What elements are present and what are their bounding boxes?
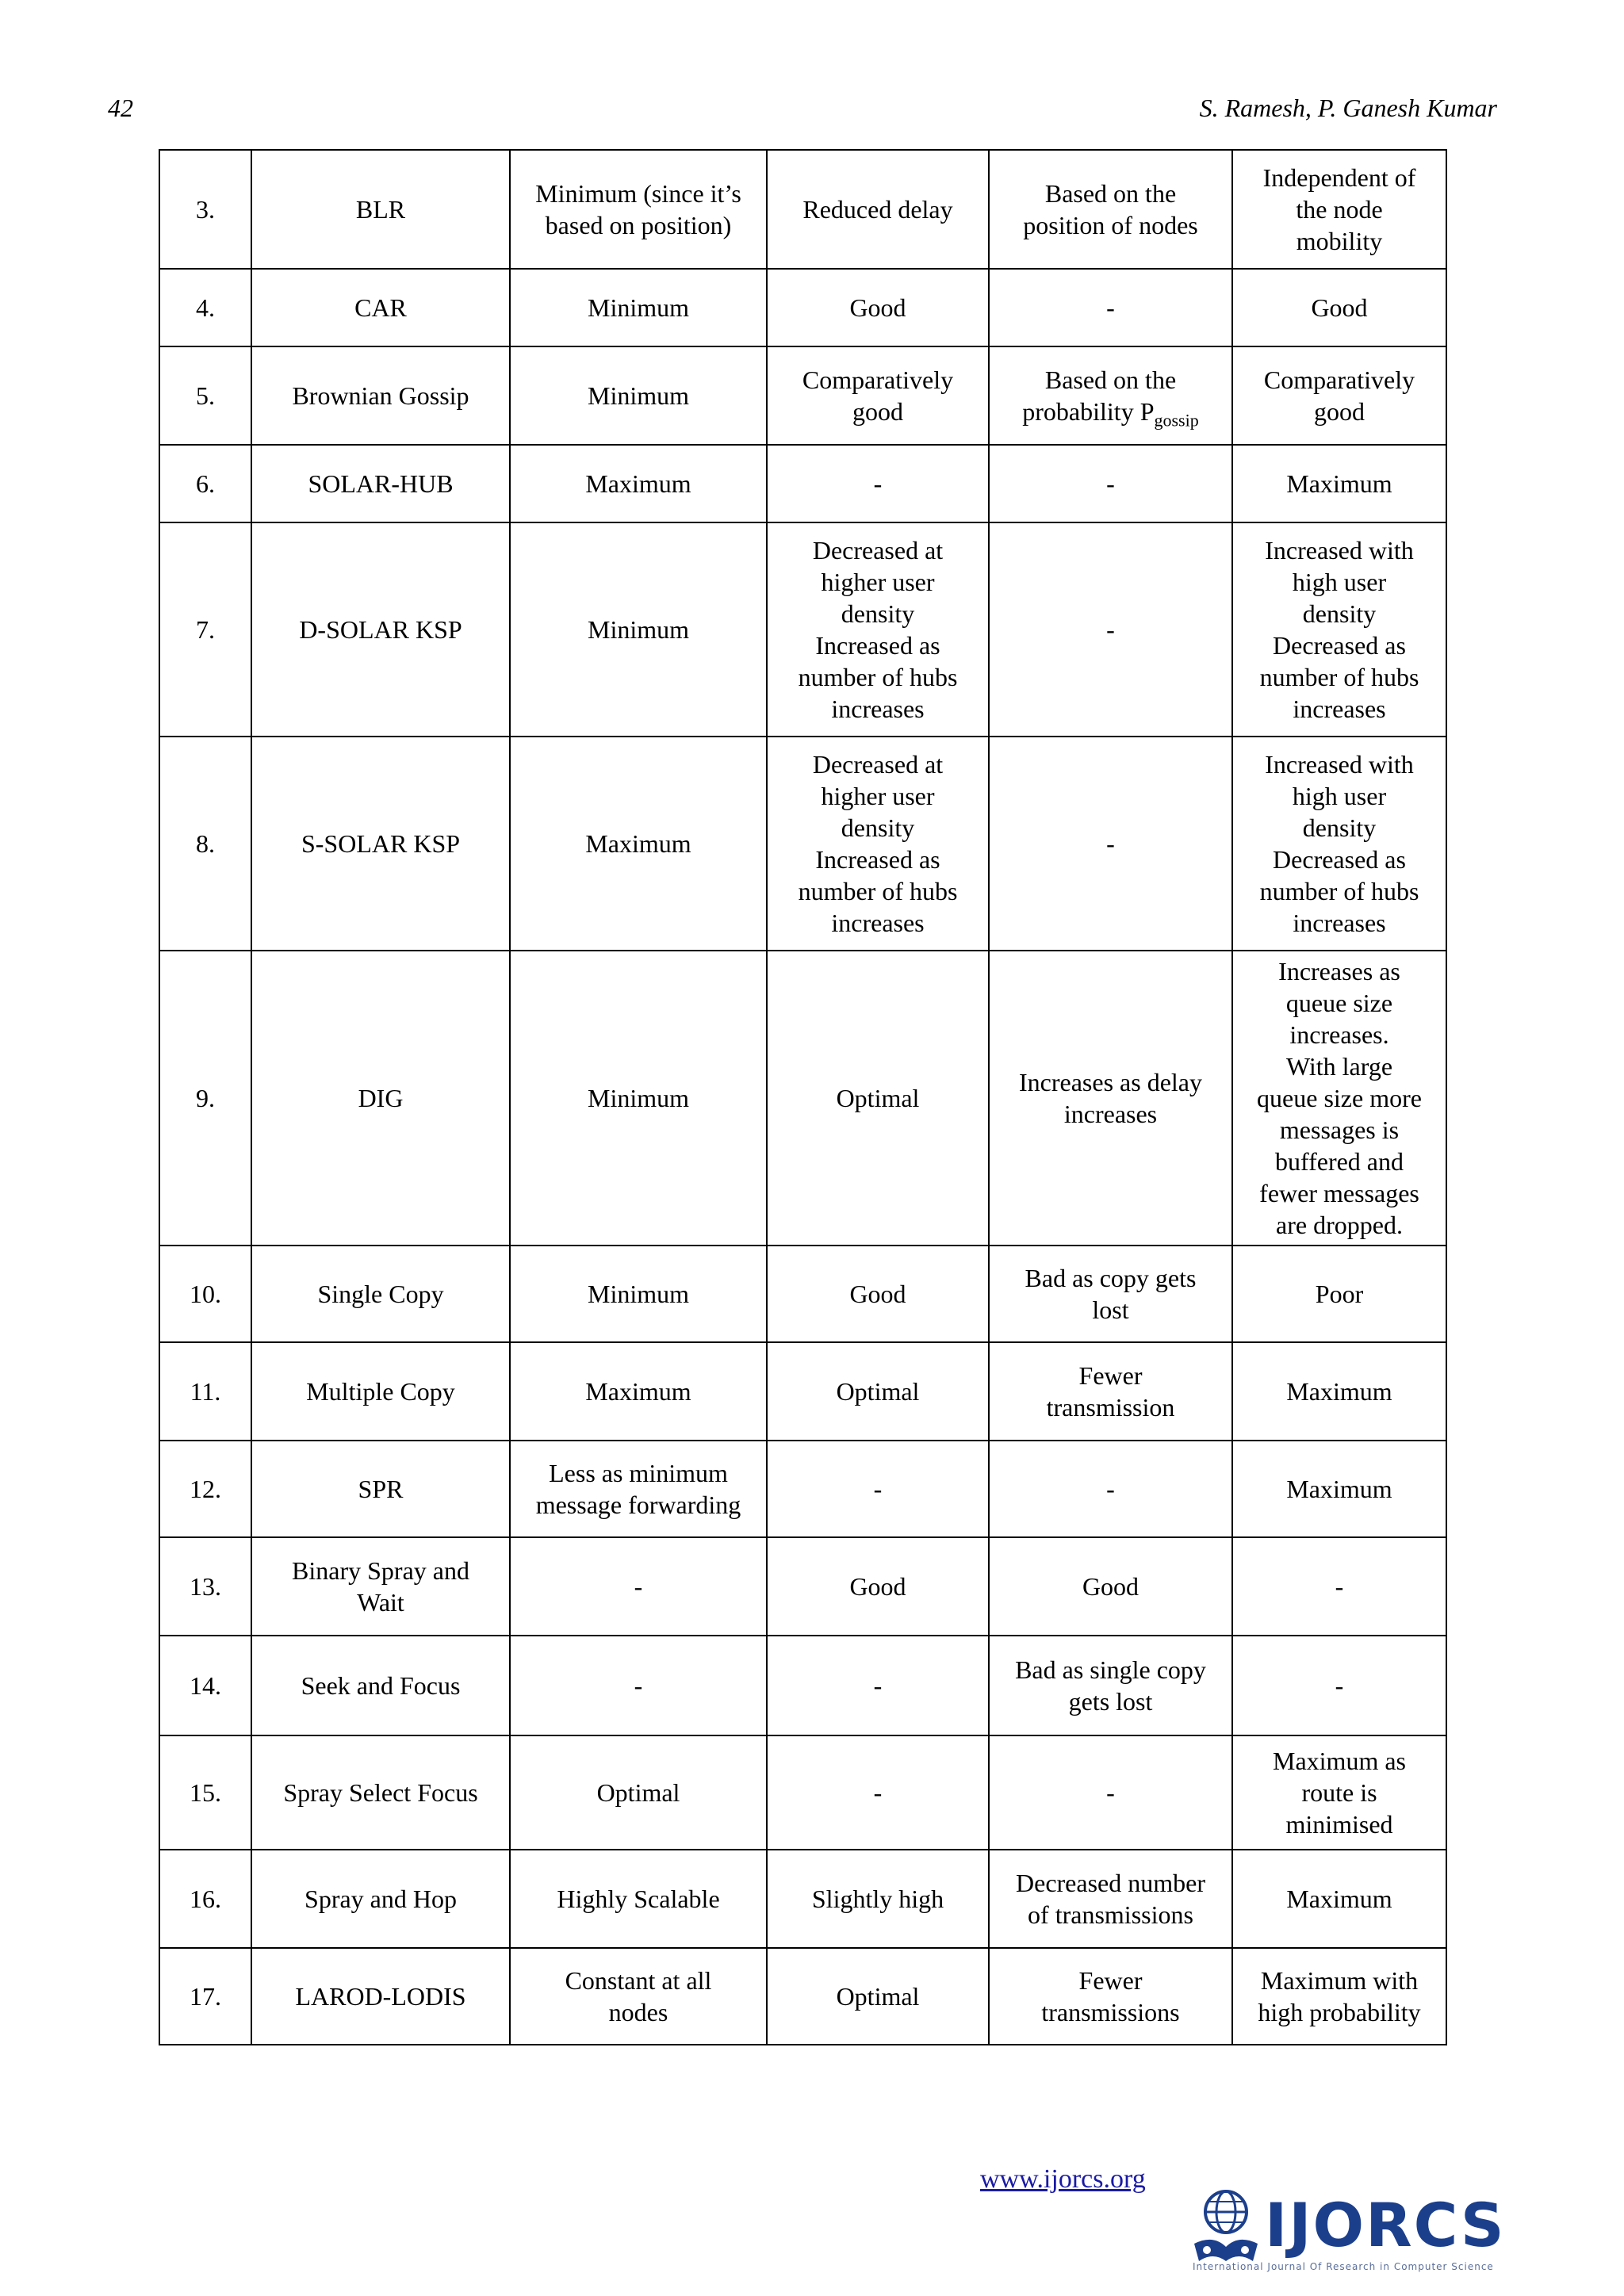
cell-text: - [1106, 469, 1115, 498]
column-3-cell [989, 1735, 1232, 1850]
table-row [159, 522, 1446, 737]
cell-text: 16. [190, 1885, 221, 1913]
cell-text: BLR [355, 195, 406, 224]
column-3-cell [989, 1948, 1232, 2045]
cell-text: 3. [196, 195, 215, 224]
column-1-cell [510, 1850, 767, 1948]
journal-website-link[interactable]: www.ijorcs.org [980, 2164, 1146, 2194]
cell-text: Seek and Focus [301, 1671, 461, 1700]
cell-text: 5. [196, 381, 215, 410]
logo-wordmark: IJORCS [1265, 2190, 1506, 2260]
column-4-cell [1232, 1735, 1446, 1850]
cell-text: Comparatively good [802, 365, 954, 426]
cell-text: Brownian Gossip [292, 381, 469, 410]
table-row [159, 269, 1446, 346]
cell-text: Increased with high user density Decreased as number of hubs increases [1259, 750, 1419, 937]
cell-text: - [634, 1572, 643, 1601]
column-1-cell [510, 150, 767, 269]
row-number-cell [159, 1342, 251, 1441]
column-3-cell [989, 737, 1232, 951]
column-4-cell [1232, 445, 1446, 522]
column-3-cell [989, 522, 1232, 737]
cell-text: - [1106, 1778, 1115, 1807]
cell-text: Independent of the node mobility [1262, 163, 1416, 255]
column-1-cell [510, 445, 767, 522]
cell-text: Good [849, 293, 906, 322]
column-2-cell [767, 1537, 989, 1636]
row-number-cell [159, 269, 251, 346]
logo-tagline: International Journal Of Research in Computer Science [1193, 2261, 1494, 2272]
cell-text: Minimum [587, 615, 689, 644]
cell-text: Decreased at higher user density Increased as number of hubs increases [798, 750, 958, 937]
cell-text: Optimal [836, 1982, 920, 2011]
row-number-cell [159, 346, 251, 445]
comparison-table [159, 149, 1447, 2045]
cell-text: Single Copy [317, 1280, 444, 1308]
table-row [159, 445, 1446, 522]
column-3-cell [989, 150, 1232, 269]
column-2-cell [767, 1246, 989, 1342]
row-number-cell [159, 1636, 251, 1735]
protocol-name-cell [251, 1537, 510, 1636]
cell-text: Bad as single copy gets lost [1015, 1655, 1206, 1716]
column-2-cell [767, 445, 989, 522]
column-2-cell [767, 1441, 989, 1537]
protocol-name-cell [251, 1948, 510, 2045]
column-4-cell [1232, 1342, 1446, 1441]
cell-text: 11. [190, 1377, 221, 1406]
row-number-cell [159, 951, 251, 1246]
cell-text: Fewer transmission [1046, 1361, 1175, 1422]
cell-text: Maximum [585, 469, 691, 498]
table-row [159, 346, 1446, 445]
cell-text: SPR [358, 1475, 404, 1503]
table-row [159, 1636, 1446, 1735]
cell-text: Comparatively good [1263, 365, 1415, 426]
column-3-cell [989, 269, 1232, 346]
running-header-authors: S. Ramesh, P. Ganesh Kumar [1199, 94, 1497, 122]
table-row [159, 1735, 1446, 1850]
cell-text: Minimum [587, 293, 689, 322]
table-row [159, 1342, 1446, 1441]
cell-text: Based on the probability P [1022, 365, 1177, 426]
row-number-cell [159, 1948, 251, 2045]
column-1-cell [510, 1948, 767, 2045]
column-3-cell [989, 346, 1232, 445]
column-2-cell [767, 1636, 989, 1735]
cell-text: 10. [190, 1280, 221, 1308]
protocol-name-cell [251, 951, 510, 1246]
cell-text: - [1106, 829, 1115, 858]
cell-text: 13. [190, 1572, 221, 1601]
cell-text: Maximum as route is minimised [1273, 1747, 1406, 1839]
cell-text: 7. [196, 615, 215, 644]
column-2-cell [767, 951, 989, 1246]
cell-text: Spray Select Focus [283, 1778, 478, 1807]
column-3-cell [989, 1246, 1232, 1342]
column-2-cell [767, 1342, 989, 1441]
row-number-cell [159, 737, 251, 951]
column-3-cell [989, 1636, 1232, 1735]
column-4-cell [1232, 1850, 1446, 1948]
cell-text: Less as minimum message forwarding [535, 1459, 741, 1519]
cell-text: 4. [196, 293, 215, 322]
cell-text: Optimal [836, 1084, 920, 1112]
table-row [159, 1850, 1446, 1948]
column-4-cell [1232, 1246, 1446, 1342]
cell-text: Increases as delay increases [1019, 1068, 1202, 1128]
column-3-cell [989, 951, 1232, 1246]
cell-text: Maximum [1286, 469, 1392, 498]
cell-text: 15. [190, 1778, 221, 1807]
cell-text: - [634, 1671, 643, 1700]
column-2-cell [767, 1735, 989, 1850]
table-row [159, 1948, 1446, 2045]
column-1-cell [510, 737, 767, 951]
cell-text: Minimum [587, 1084, 689, 1112]
cell-text: - [873, 1671, 883, 1700]
column-2-cell [767, 269, 989, 346]
column-4-cell [1232, 269, 1446, 346]
cell-text: - [873, 469, 883, 498]
row-number-cell [159, 445, 251, 522]
table-row [159, 150, 1446, 269]
column-4-cell [1232, 1636, 1446, 1735]
cell-text: Poor [1315, 1280, 1364, 1308]
protocol-name-cell [251, 1636, 510, 1735]
column-1-cell [510, 1246, 767, 1342]
column-2-cell [767, 1948, 989, 2045]
column-4-cell [1232, 1537, 1446, 1636]
subscript-text: gossip [1154, 410, 1199, 430]
cell-text: Binary Spray and Wait [292, 1556, 469, 1617]
table-row [159, 1537, 1446, 1636]
column-2-cell [767, 150, 989, 269]
row-number-cell [159, 1441, 251, 1537]
cell-text: Increases as queue size increases. With large queue size more messages is buffered and fewer messages are dropped. [1257, 957, 1422, 1239]
column-2-cell [767, 522, 989, 737]
cell-text: Good [1082, 1572, 1139, 1601]
column-1-cell [510, 1441, 767, 1537]
cell-text: Optimal [596, 1778, 680, 1807]
cell-text: Good [849, 1280, 906, 1308]
protocol-name-cell [251, 1342, 510, 1441]
cell-text: CAR [354, 293, 407, 322]
column-3-cell [989, 1441, 1232, 1537]
cell-text: Increased with high user density Decreased as number of hubs increases [1259, 536, 1419, 723]
cell-text: Maximum [585, 829, 691, 858]
cell-text: Maximum [1286, 1885, 1392, 1913]
table-row [159, 737, 1446, 951]
cell-text: Optimal [836, 1377, 920, 1406]
column-4-cell [1232, 346, 1446, 445]
cell-text: 9. [196, 1084, 215, 1112]
cell-text: - [873, 1778, 883, 1807]
cell-text: Maximum with high probability [1258, 1966, 1421, 2026]
protocol-name-cell [251, 1441, 510, 1537]
row-number-cell [159, 1537, 251, 1636]
column-4-cell [1232, 1948, 1446, 2045]
cell-text: - [1335, 1671, 1344, 1700]
cell-text: Minimum [587, 381, 689, 410]
cell-text: D-SOLAR KSP [299, 615, 462, 644]
protocol-name-cell [251, 1735, 510, 1850]
cell-text: 14. [190, 1671, 221, 1700]
column-4-cell [1232, 737, 1446, 951]
row-number-cell [159, 522, 251, 737]
cell-text: 8. [196, 829, 215, 858]
cell-text: Bad as copy gets lost [1025, 1264, 1197, 1324]
cell-text: LAROD-LODIS [295, 1982, 466, 2011]
cell-text: Minimum (since it’s based on position) [535, 179, 741, 239]
column-3-cell [989, 445, 1232, 522]
row-number-cell [159, 150, 251, 269]
cell-text: - [1106, 615, 1115, 644]
row-number-cell [159, 1850, 251, 1948]
cell-text: Multiple Copy [306, 1377, 455, 1406]
column-1-cell [510, 1537, 767, 1636]
cell-text: Good [1311, 293, 1368, 322]
cell-text: Slightly high [811, 1885, 944, 1913]
table-row [159, 1246, 1446, 1342]
protocol-name-cell [251, 269, 510, 346]
cell-text: S-SOLAR KSP [301, 829, 461, 858]
column-3-cell [989, 1537, 1232, 1636]
cell-text: - [1106, 293, 1115, 322]
protocol-name-cell [251, 1246, 510, 1342]
cell-text: Based on the position of nodes [1023, 179, 1198, 239]
column-1-cell [510, 346, 767, 445]
table-row [159, 1441, 1446, 1537]
cell-text: - [1106, 1475, 1115, 1503]
cell-text: Decreased number of transmissions [1016, 1869, 1205, 1929]
page-number: 42 [108, 94, 133, 122]
cell-text: 12. [190, 1475, 221, 1503]
cell-text: 17. [190, 1982, 221, 2011]
column-4-cell [1232, 1441, 1446, 1537]
protocol-name-cell [251, 445, 510, 522]
column-4-cell [1232, 150, 1446, 269]
column-1-cell [510, 1342, 767, 1441]
row-number-cell [159, 1735, 251, 1850]
row-number-cell [159, 1246, 251, 1342]
cell-text: Maximum [1286, 1377, 1392, 1406]
cell-text: DIG [358, 1084, 404, 1112]
cell-text: Reduced delay [802, 195, 953, 224]
cell-text: Maximum [585, 1377, 691, 1406]
column-4-cell [1232, 522, 1446, 737]
cell-text: Highly Scalable [557, 1885, 720, 1913]
protocol-name-cell [251, 1850, 510, 1948]
column-1-cell [510, 1636, 767, 1735]
column-4-cell [1232, 951, 1446, 1246]
cell-text: SOLAR-HUB [308, 469, 454, 498]
column-2-cell [767, 737, 989, 951]
cell-text: Spray and Hop [304, 1885, 457, 1913]
protocol-name-cell [251, 346, 510, 445]
column-1-cell [510, 1735, 767, 1850]
column-1-cell [510, 269, 767, 346]
ijorcs-logo [1189, 2188, 1506, 2280]
column-1-cell [510, 522, 767, 737]
cell-text: 6. [196, 469, 215, 498]
column-2-cell [767, 1850, 989, 1948]
cell-text: Fewer transmissions [1041, 1966, 1180, 2026]
column-3-cell [989, 1850, 1232, 1948]
column-1-cell [510, 951, 767, 1246]
protocol-name-cell [251, 737, 510, 951]
protocol-name-cell [251, 150, 510, 269]
cell-text: Maximum [1286, 1475, 1392, 1503]
column-2-cell [767, 346, 989, 445]
column-3-cell [989, 1342, 1232, 1441]
cell-text: Decreased at higher user density Increased as number of hubs increases [798, 536, 958, 723]
cell-text: Good [849, 1572, 906, 1601]
cell-text: Minimum [587, 1280, 689, 1308]
table-row [159, 951, 1446, 1246]
cell-text: Constant at all nodes [565, 1966, 712, 2026]
cell-text: - [873, 1475, 883, 1503]
cell-text: - [1335, 1572, 1344, 1601]
protocol-name-cell [251, 522, 510, 737]
